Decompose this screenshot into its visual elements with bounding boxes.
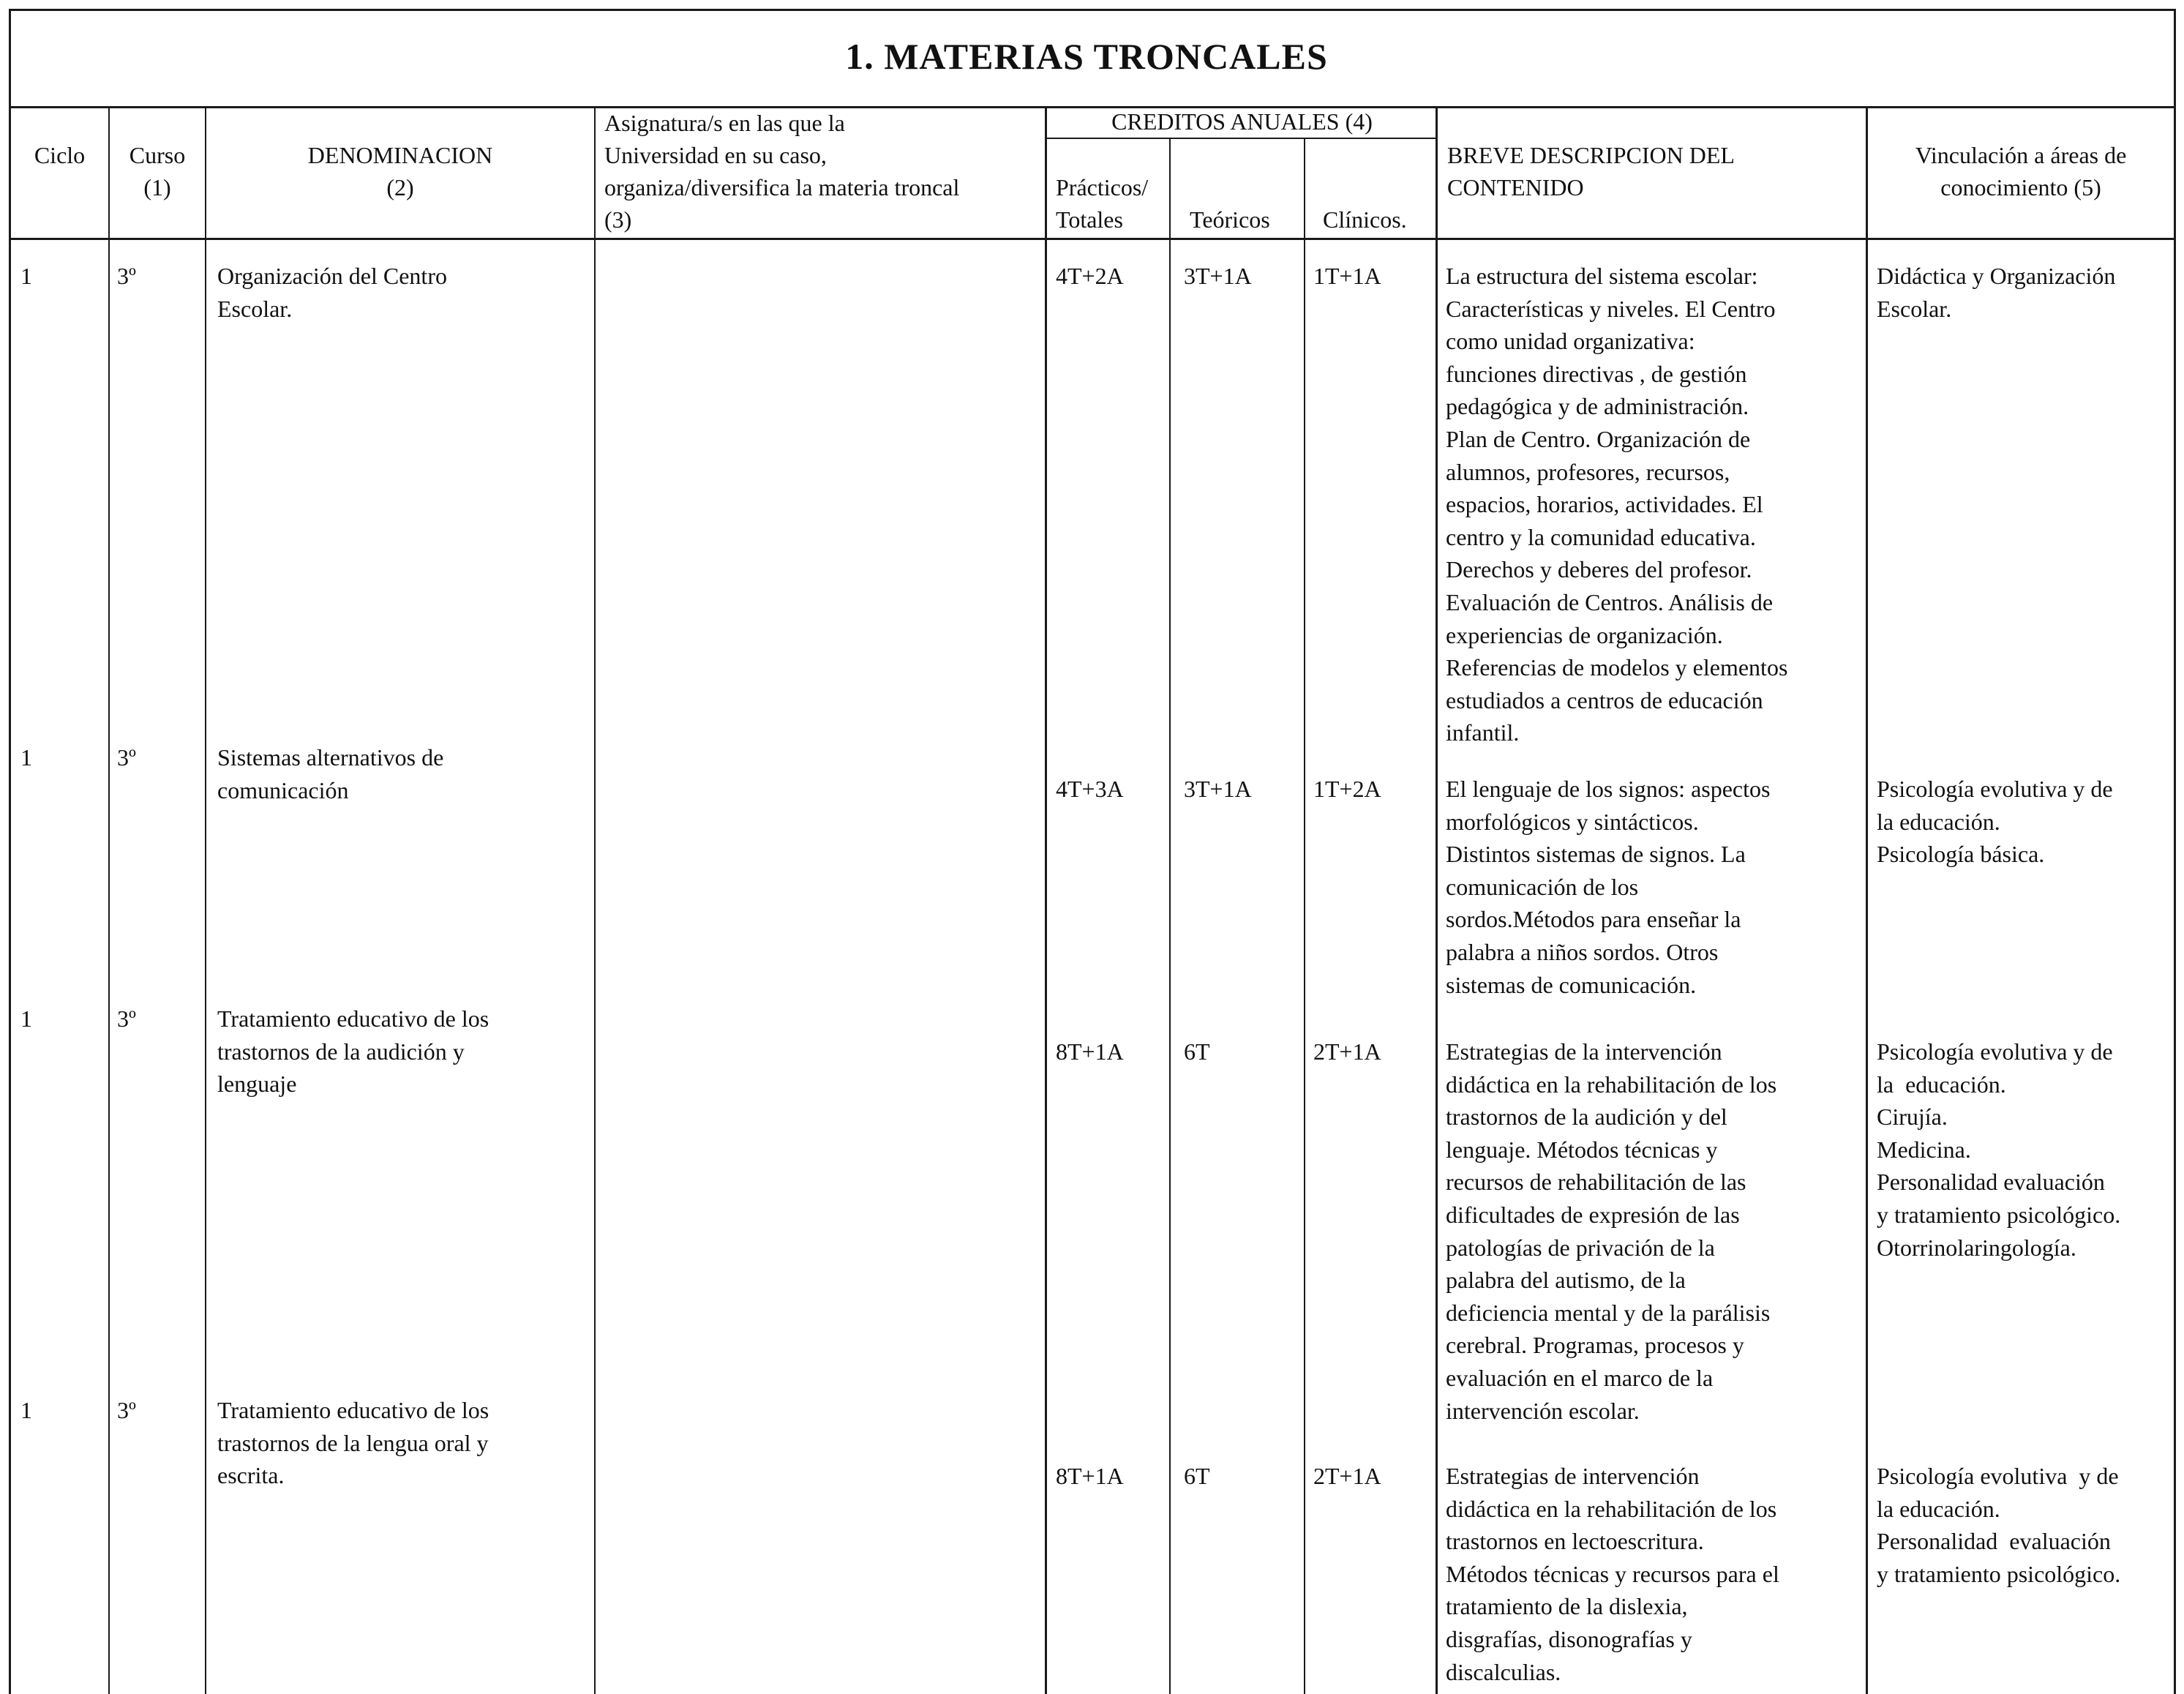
cell-vinculacion: Didáctica y Organización Escolar. [1877, 263, 2116, 322]
cell-teoricos: 3T+1A [1184, 263, 1252, 289]
header-curso: Curso (1) [129, 142, 186, 200]
cell-clinicos: 2T+1A [1313, 1463, 1381, 1489]
cell-denominacion: Sistemas alternativos de comunicación [217, 744, 444, 803]
header-vinculacion: Vinculación a áreas de conocimiento (5) [1915, 142, 2127, 200]
cell-curso: 3º [117, 1005, 136, 1032]
cell-curso: 3º [117, 744, 136, 771]
cell-denominacion: Organización del Centro Escolar. [217, 263, 447, 322]
cell-teoricos: 3T+1A [1184, 776, 1252, 802]
cell-totales: 8T+1A [1056, 1463, 1124, 1489]
cell-denominacion: Tratamiento educativo de los trastornos de la audición y lenguaje [217, 1005, 489, 1098]
cell-descripcion: Estrategias de intervención didáctica en la rehabilitación de los trastornos en lectoescritura. Métodos técnicas y recursos para el tratamiento de la dislexia, disgrafías, disonografías y discalculias. [1446, 1463, 1779, 1685]
cell-vinculacion: Psicología evolutiva y de la educación. Cirujía. Medicina. Personalidad evaluación y tratamiento psicológico. Otorrinolaringología. [1877, 1038, 2121, 1261]
cell-descripcion: Estrategias de la intervención didáctica en la rehabilitación de los trastornos de la audición y del lenguaje. Métodos técnicas y recursos de rehabilitación de las dificultades de expresión de las patologías de privación de la palabra del autismo, de la deficiencia mental y de la parálisis cerebral. Programas, procesos y evaluación en el marco de la intervención escolar. [1446, 1038, 1777, 1424]
cell-descripcion: La estructura del sistema escolar: Características y niveles. El Centro como unidad organizativa: funciones directivas , de gestión pedagógica y de administración. Plan de Centro. Organización de alumnos, profesores, recursos, espacios, horarios, actividades. El centro y la comunidad educativa. Derechos y deberes del profesor. Evaluación de Centros. Análisis de experiencias de organización. Referencias de modelos y elementos estudiados a centros de educación infantil. [1446, 263, 1788, 746]
cell-vinculacion: Psicología evolutiva y de la educación. Psicología básica. [1877, 776, 2113, 868]
header-totales: Prácticos/ Totales [1056, 174, 1149, 233]
cell-ciclo: 1 [20, 744, 32, 771]
cell-clinicos: 1T+1A [1313, 263, 1381, 289]
header-creditos: CREDITOS ANUALES (4) [1111, 108, 1373, 135]
header-clinicos: Clínicos. [1323, 206, 1407, 233]
header-descripcion: BREVE DESCRIPCION DEL CONTENIDO [1447, 142, 1735, 200]
header-denominacion: DENOMINACION (2) [307, 142, 493, 200]
cell-teoricos: 6T [1184, 1463, 1210, 1489]
cell-denominacion: Tratamiento educativo de los trastornos de la lengua oral y escrita. [217, 1397, 489, 1489]
cell-ciclo: 1 [20, 1005, 32, 1032]
header-asignatura: Asignatura/s en las que la Universidad en su caso, organiza/diversifica la materia troncal (3) [604, 110, 960, 233]
header-teoricos: Teóricos [1190, 206, 1270, 233]
cell-teoricos: 6T [1184, 1038, 1210, 1065]
cell-totales: 8T+1A [1056, 1038, 1124, 1065]
cell-ciclo: 1 [20, 263, 32, 289]
cell-ciclo: 1 [20, 1397, 32, 1423]
cell-vinculacion: Psicología evolutiva y de la educación. Personalidad evaluación y tratamiento psicológico. [1877, 1463, 2121, 1587]
cell-clinicos: 1T+2A [1313, 776, 1381, 802]
cell-curso: 3º [117, 1397, 136, 1423]
cell-curso: 3º [117, 263, 136, 289]
header-ciclo: Ciclo [34, 142, 86, 168]
cell-totales: 4T+3A [1056, 776, 1124, 802]
cell-clinicos: 2T+1A [1313, 1038, 1381, 1065]
page-title: 1. MATERIAS TRONCALES [845, 36, 1328, 77]
cell-totales: 4T+2A [1056, 263, 1124, 289]
cell-descripcion: El lenguaje de los signos: aspectos morfológicos y sintácticos. Distintos sistemas de signos. La comunicación de los sordos.Métodos para enseñar la palabra a niños sordos. Otros sistemas de comunicación. [1446, 776, 1771, 998]
